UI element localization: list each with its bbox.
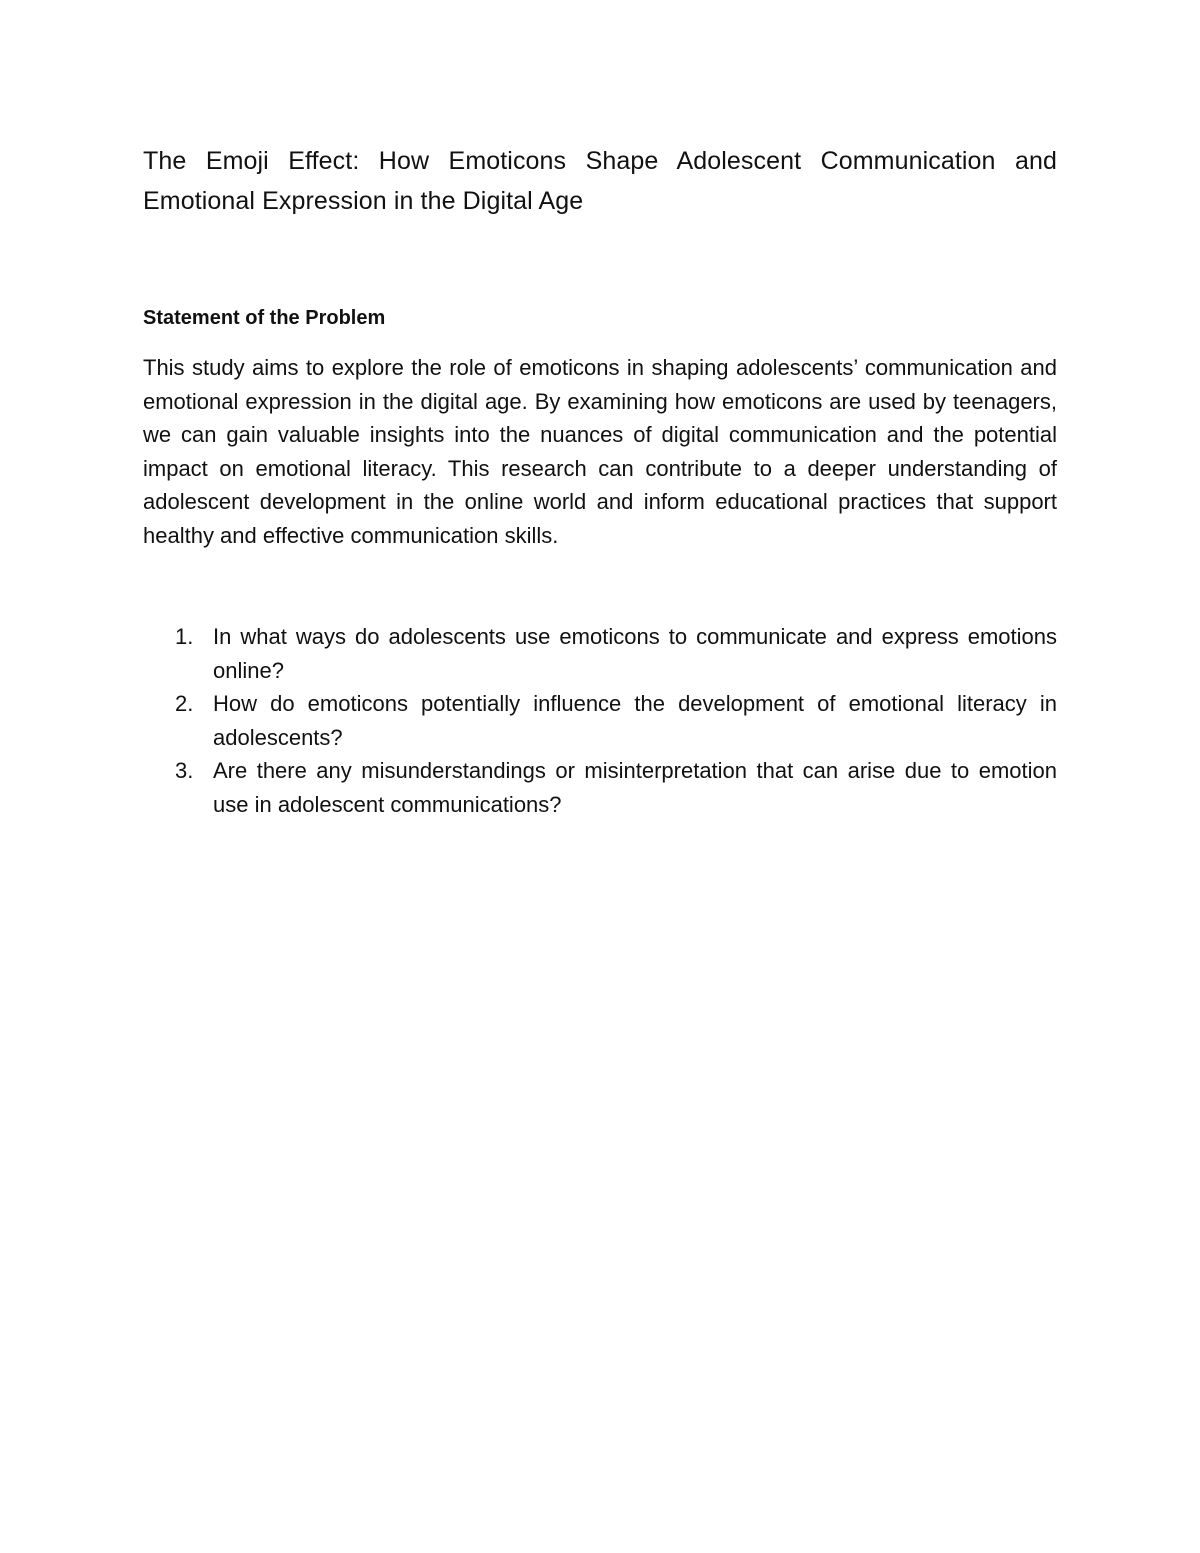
question-number: 1. [175, 624, 194, 649]
question-text: In what ways do adolescents use emoticons to communicate and express emotions online? [213, 624, 1057, 683]
problem-statement-paragraph: This study aims to explore the role of emoticons in shaping adolescents’ communication and emotional expression in the digital age. By examining how emoticons are used by teenagers, we can gain valuable insights into the nuances of digital communication and the potential impact on emotional literacy. This research can contribute to a deeper understanding of adolescent development in the online world and inform educational practices that support healthy and effective communication skills. [143, 355, 1057, 548]
question-number: 3. [175, 758, 194, 783]
section-heading: Statement of the Problem [143, 307, 386, 329]
research-question [143, 620, 1057, 687]
document-body [143, 141, 1057, 821]
research-question [143, 754, 1057, 821]
research-question [143, 687, 1057, 754]
question-text: Are there any misunderstandings or misinterpretation that can arise due to emotion use in adolescent communications? [213, 758, 1057, 817]
document-title: The Emoji Effect: How Emoticons Shape Adolescent Communication and Emotional Expression in the Digital Age [143, 147, 1057, 215]
research-questions-list [143, 620, 1057, 821]
question-text: How do emoticons potentially influence the development of emotional literacy in adolescents? [213, 691, 1057, 750]
question-number: 2. [175, 691, 194, 716]
